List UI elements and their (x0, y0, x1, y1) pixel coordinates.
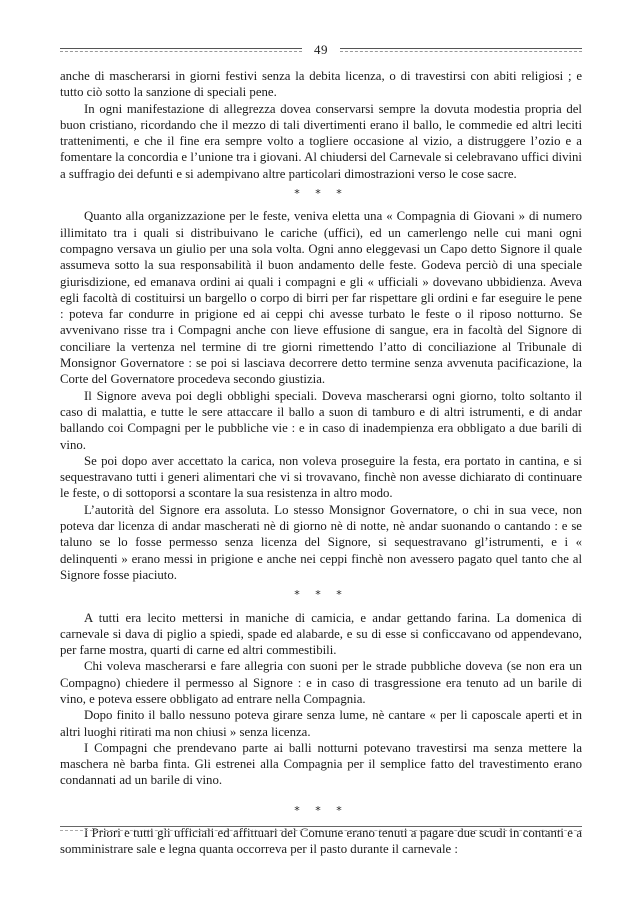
page-header (60, 40, 582, 60)
paragraph: I Priori e tutti gli ufficiali ed affittuari del Comune erano tenuti a pagare due scudi in contanti e a somministrare sale e legna quanta occorreva per il pasto durante il carnevale : (60, 826, 582, 857)
page-body (60, 68, 582, 858)
header-rule-left (60, 48, 302, 52)
paragraph: I Compagni che prendevano parte ai balli notturni potevano travestirsi ma senza mettere la maschera nè barba finta. Gli estrenei alla Compagnia per il semplice fatto del travestimento erano condannati ad un barile di vino. (60, 740, 582, 788)
paragraph: Dopo finito il ballo nessuno poteva girare senza lume, nè cantare « per li caposcale aperti et in altri luoghi ritirati ma non chiusi » senza licenza. (60, 708, 582, 739)
section-separator: * * * (294, 588, 348, 602)
paragraph: anche di mascherarsi in giorni festivi senza la debita licenza, o di travestirsi con abiti religiosi ; e tutto ciò sotto la sanzione di speciali pene. (60, 69, 582, 100)
paragraph: L’autorità del Signore era assoluta. Lo stesso Monsignor Governatore, o chi in sua vece, non poteva dar licenza di andar mascherati nè di giorno nè di notte, nè andar suonando o cantando : e se taluno se lo fosse permesso senza licenza del Signore, si sequestravano gl’istrumenti, e i « delinquenti » erano messi in prigione e anche nei ceppi finchè non avessero pagato quel tanto che al Signore fosse piaciuto. (60, 502, 582, 582)
header-rule-right (340, 48, 582, 52)
section-separator: * * * (294, 187, 348, 201)
paragraph: A tutti era lecito mettersi in maniche di camicia, e andar gettando farina. La domenica di carnevale si dava di piglio a spiedi, spade ed alabarde, e su di esse si conficcavano od appendevano, per farne mostra, quarti di carne ed altri commestibili. (60, 610, 582, 658)
paragraph: Il Signore aveva poi degli obblighi speciali. Doveva mascherarsi ogni giorno, tolto soltanto il caso di malattia, e tutte le sere attaccare il ballo a suon di tamburo e di altri istrumenti, e di andar ballando coi Compagni per le pubbliche vie : e in caso di inadempienza era obbligato a due barili di vino. (60, 388, 582, 452)
page-number: 49 (314, 42, 328, 57)
section-separator: * * * (294, 803, 348, 817)
paragraph: Se poi dopo aver accettato la carica, non voleva proseguire la festa, era portato in cantina, e si sequestravano tutti i generi alimentari che vi si trovavano, finchè non avesse dichiarato di continuare le feste, o di sottoporsi a scontare la sua resistenza in altro modo. (60, 453, 582, 501)
paragraph: Chi voleva mascherarsi e fare allegria con suoni per le strade pubbliche doveva (se non era un Compagno) chiedere il permesso al Signore : e in caso di trasgressione era tenuto ad un barile di vino, e poteva essere obbligato ad entrare nella Compagnia. (60, 659, 582, 706)
paragraph: In ogni manifestazione di allegrezza dovea conservarsi sempre la dovuta modestia propria del buon cristiano, ricordando che il mezzo di tali divertimenti erano il ballo, le commedie ed altri leciti trattenimenti, e che il fine era sempre volto a togliere occasione al vizio, a distruggere l’ozio e a fomentare la concordia e l’unione tra i giovani. Al chiudersi del Carnevale si celebravano uffici divini a suffragio dei defunti e si adempivano altre particolari dimostrazioni verso le cose sacre. (60, 101, 582, 181)
footer-rule (60, 826, 582, 831)
paragraph: Quanto alla organizzazione per le feste, veniva eletta una « Compagnia di Giovani » di numero illimitato tra i quali si distribuivano le cariche (uffici), ed un camerlengo nelle cui mani ogni compagno versava un giulio per una sola volta. Ogni anno eleggevasi un Capo detto Signore il quale assumeva sotto la sua responsabilità il buon andamento delle feste. Godeva perciò di una speciale giurisdizione, ed emanava ordini ai quali i compagni e gli « ufficiali » dovevano ubbidienza. Aveva egli facoltà di costituirsi un bargello o corpo di birri per far rispettare gli ordini e far eseguire le pene : poteva far condurre in prigione ed ai ceppi chi avesse turbato le feste o il riposo notturno. Se avvenivano risse tra i Compagni anche con lieve effusione di sangue, era in facoltà del Signore di conciliare la vertenza nel termine di tre giorni rimettendo l’atto di conciliazione al Tribunale di Monsignor Governatore : se poi si lasciava decorrere detto termine senza avvenuta pacificazione, la Corte del Governatore procedeva secondo giustizia. (60, 209, 582, 387)
